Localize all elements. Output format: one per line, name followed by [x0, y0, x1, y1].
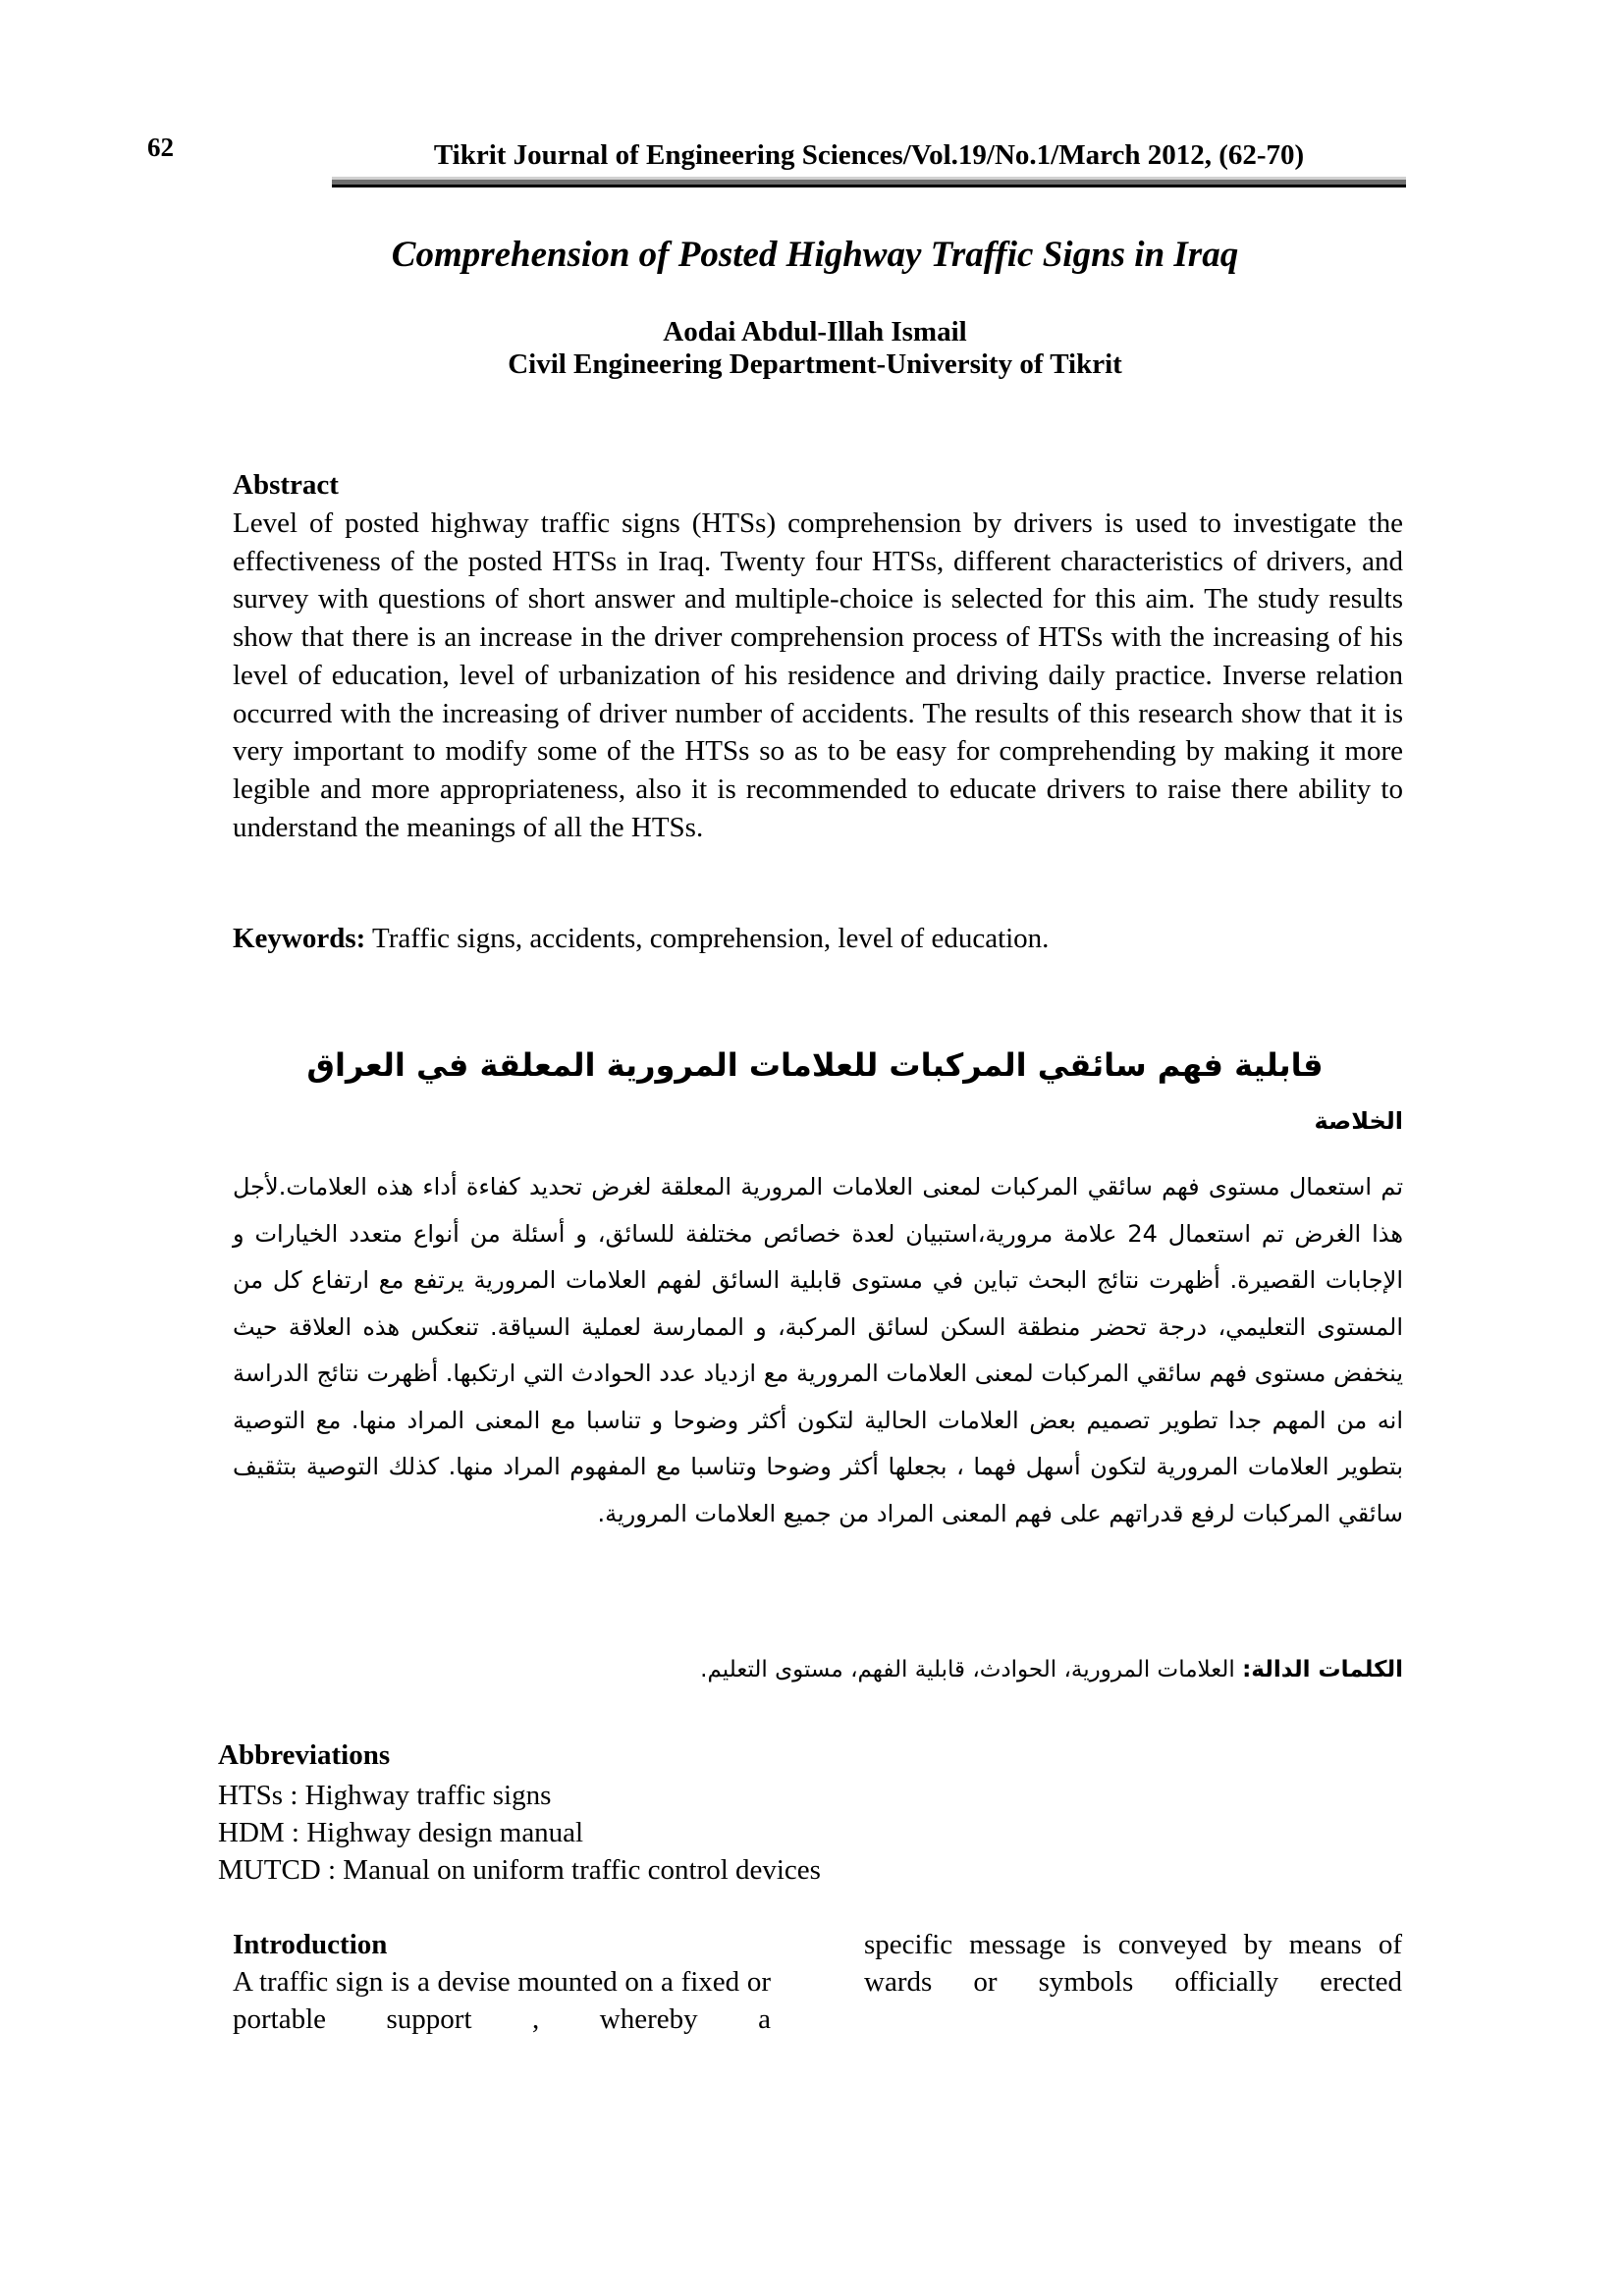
introduction-left-column	[233, 1926, 771, 2038]
keywords-line	[233, 923, 1049, 955]
header-rule-black	[332, 185, 1406, 187]
abbreviation-item: MUTCD : Manual on uniform traffic control devices	[218, 1854, 821, 1886]
page-number: 62	[147, 133, 174, 162]
abstract-heading: Abstract	[233, 469, 339, 501]
arabic-keywords-line	[700, 1657, 1403, 1682]
paper-title: Comprehension of Posted Highway Traffic Signs in Iraq	[391, 235, 1239, 275]
abbreviation-item: HTSs : Highway traffic signs	[218, 1780, 552, 1811]
abbreviations-heading: Abbreviations	[218, 1739, 391, 1771]
abbreviation-item: HDM : Highway design manual	[218, 1817, 584, 1848]
introduction-heading: Introduction	[233, 1929, 388, 1960]
arabic-keywords-text: العلامات المرورية، الحوادث، قابلية الفهم، مستوى التعليم.	[700, 1657, 1243, 1682]
header-rule	[332, 177, 1406, 187]
introduction-left-text: A traffic sign is a devise mounted on a fixed or portable support , whereby a	[233, 1966, 771, 2035]
abstract-body: Level of posted highway traffic signs (HTSs) comprehension by drivers is used to investigate the effectiveness of the posted HTSs in Iraq. Twenty four HTSs, different characteristics of drivers, and survey with questions of short answer and multiple-choice is selected for this aim. The study results show that there is an increase in the driver comprehension process of HTSs with the increasing of his level of education, level of urbanization of his residence and driving daily practice. Inverse relation occurred with the increasing of driver number of accidents. The results of this research show that it is very important to modify some of the HTSs so as to be easy for comprehending by making it more legible and more appropriateness, also it is recommended to educate drivers to raise there ability to understand the meanings of all the HTSs.	[233, 507, 1403, 843]
keywords-label: Keywords:	[233, 923, 366, 954]
arabic-abstract-heading: الخلاصة	[1314, 1107, 1403, 1135]
arabic-keywords-label: الكلمات الدالة:	[1242, 1657, 1403, 1682]
keywords-text: Traffic signs, accidents, comprehension, level of education.	[365, 923, 1050, 954]
author-name: Aodai Abdul-Illah Ismail	[663, 316, 967, 347]
arabic-abstract-body: تم استعمال مستوى فهم سائقي المركبات لمعنى العلامات المرورية المعلقة لغرض تحديد كفاءة أداء هذه العلامات.لأجل هذا الغرض تم استعمال 24 علامة مرورية،استبيان لعدة خصائص مختلفة للسائق، و أسئلة من أنواع متعدد الخيارات و الإجابات القصيرة. أظهرت نتائج البحث تباين في مستوى قابلية السائق لفهم العلامات المرورية يرتفع مع ارتفاع كل من المستوى التعليمي، درجة تحضر منطقة السكن لسائق المركبة، و الممارسة لعملية السياقة. تنعكس هذه العلاقة حيث ينخفض مستوى فهم سائقي المركبات لمعنى العلامات المرورية مع ازدياد عدد الحوادث التي ارتكبها. أظهرت نتائج الدراسة انه من المهم جدا تطوير تصميم بعض العلامات الحالية لتكون أكثر وضوحا و تناسبا مع المعنى المراد منها. مع التوصية بتطوير العلامات المرورية لتكون أسهل فهما ، بجعلها أكثر وضوحا وتناسبا مع المفهوم المراد منها. كذلك التوصية بتثقيف سائقي المركبات لرفع قدراتهم على فهم المعنى المراد من جميع العلامات المرورية.	[233, 1173, 1403, 1527]
arabic-title: قابلية فهم سائقي المركبات للعلامات المرورية المعلقة في العراق	[306, 1046, 1324, 1084]
abbreviations-list	[218, 1777, 821, 1889]
running-header: Tikrit Journal of Engineering Sciences/Vol.19/No.1/March 2012, (62-70)	[433, 139, 1305, 171]
author-affiliation: Civil Engineering Department-University of Tikrit	[508, 348, 1122, 380]
introduction-right-text: specific message is conveyed by means of wards or symbols officially erected	[864, 1929, 1402, 1998]
